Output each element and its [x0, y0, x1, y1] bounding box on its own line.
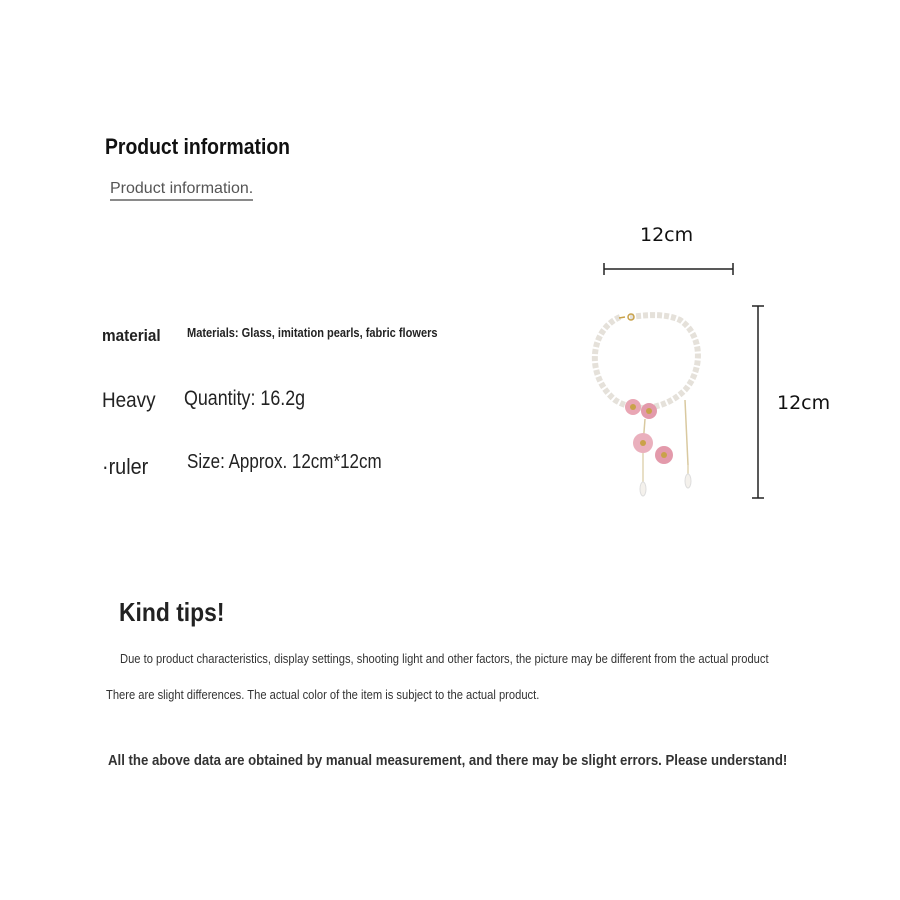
- width-ruler: [600, 260, 740, 280]
- spec-label-ruler: ·ruler: [102, 454, 149, 479]
- tips-line-2: There are slight differences. The actual color of the item is subject to the actual product.: [106, 687, 540, 702]
- page-subtitle: Product information.: [110, 180, 253, 201]
- width-dimension-label: 12cm: [640, 224, 694, 246]
- flower-icon: [625, 399, 641, 415]
- spec-label-heavy: Heavy: [102, 389, 156, 412]
- height-ruler: [748, 300, 768, 505]
- necklace-image: [585, 305, 710, 505]
- height-dimension-label: 12cm: [777, 392, 831, 414]
- tips-heading: Kind tips!: [119, 597, 225, 627]
- tips-line-1: Due to product characteristics, display settings, shooting light and other factors, the picture may be different from the actual product: [120, 651, 769, 666]
- spec-value-weight: Quantity: 16.2g: [184, 387, 306, 410]
- flower-icon: [641, 403, 657, 419]
- flower-icon: [655, 446, 673, 464]
- page-title: Product information: [105, 134, 290, 159]
- spec-value-size: Size: Approx. 12cm*12cm: [187, 451, 382, 473]
- spec-value-material: Materials: Glass, imitation pearls, fabric flowers: [187, 325, 438, 340]
- measurement-note: All the above data are obtained by manual measurement, and there may be slight errors. Please understand!: [108, 752, 788, 769]
- spec-label-material: material: [102, 326, 161, 345]
- flower-icon: [633, 433, 653, 453]
